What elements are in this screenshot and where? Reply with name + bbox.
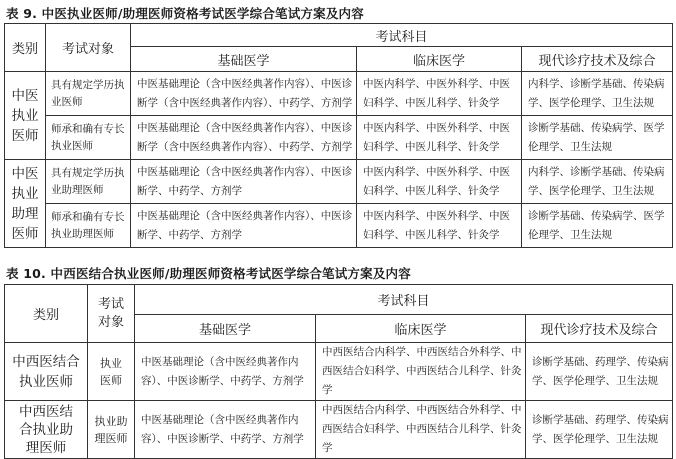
table9-header-category: 类别 [5,24,46,72]
table9-header-modern: 现代诊疗技术及综合 [522,47,673,72]
table10-category-1: 中西医结合 执业医师 [5,343,88,401]
table9-category-1: 中医 执业 医师 [5,72,46,160]
table9 [4,23,673,248]
table9-row-object: 具有规定学历执业助理医师 [46,160,131,204]
table9-row-modern: 内科学、诊断学基础、传染病学、医学伦理学、卫生法规 [522,160,673,204]
table9-header-basic: 基础医学 [131,47,357,72]
table10-header-object: 考试 对象 [88,285,135,343]
table9-caption: 表 9. 中医执业医师/助理医师资格考试医学综合笔试方案及内容 [6,6,364,21]
table10-row-object: 执业助 理医师 [88,401,135,459]
table9-row-modern: 诊断学基础、传染病学、医学伦理学、卫生法规 [522,204,673,248]
table9-row-modern: 内科学、诊断学基础、传染病学、医学伦理学、卫生法规 [522,72,673,116]
table9-row-object: 师承和确有专长执业助理医师 [46,204,131,248]
table9-row-object: 具有规定学历执业医师 [46,72,131,116]
table9-header-subjects: 考试科目 [131,24,673,47]
table9-row-basic: 中医基础理论（含中医经典著作内容）、中医诊断学、中药学、方剂学 [131,204,357,248]
table9-row-clinical: 中医内科学、中医外科学、中医妇科学、中医儿科学、针灸学 [357,116,522,160]
table10-row-basic: 中医基础理论（含中医经典著作内容）、中医诊断学、中药学、方剂学 [135,343,316,401]
table10-row-modern: 诊断学基础、药理学、传染病学、医学伦理学、卫生法规 [526,401,673,459]
table9-row-clinical: 中医内科学、中医外科学、中医妇科学、中医儿科学、针灸学 [357,204,522,248]
table10-header-category: 类别 [5,285,88,343]
table10-caption: 表 10. 中西医结合执业医师/助理医师资格考试医学综合笔试方案及内容 [6,266,411,281]
table10-header-basic: 基础医学 [135,315,316,343]
table10-row-modern: 诊断学基础、药理学、传染病学、医学伦理学、卫生法规 [526,343,673,401]
table9-row-clinical: 中医内科学、中医外科学、中医妇科学、中医儿科学、针灸学 [357,72,522,116]
table10-header-clinical: 临床医学 [316,315,526,343]
table9-row-basic: 中医基础理论（含中医经典著作内容）、中医诊断学、中药学、方剂学 [131,160,357,204]
table10-row-clinical: 中西医结合内科学、中西医结合外科学、中西医结合妇科学、中西医结合儿科学、针灸学 [316,343,526,401]
table9-row-basic: 中医基础理论（含中医经典著作内容）、中医诊断学（含中医经典著作内容）、中药学、方剂学 [131,72,357,116]
table9-header-object: 考试对象 [46,24,131,72]
table10-header-modern: 现代诊疗技术及综合 [526,315,673,343]
table10-header-subjects: 考试科目 [135,285,673,315]
table9-header-clinical: 临床医学 [357,47,522,72]
table10 [4,284,673,459]
table9-row-modern: 诊断学基础、传染病学、医学伦理学、卫生法规 [522,116,673,160]
table9-row-basic: 中医基础理论（含中医经典著作内容）、中医诊断学（含中医经典著作内容）、中药学、方剂学 [131,116,357,160]
table9-row-object: 师承和确有专长执业医师 [46,116,131,160]
table10-row-clinical: 中西医结合内科学、中西医结合外科学、中西医结合妇科学、中西医结合儿科学、针灸学 [316,401,526,459]
table9-row-clinical: 中医内科学、中医外科学、中医妇科学、中医儿科学、针灸学 [357,160,522,204]
table10-row-object: 执业 医师 [88,343,135,401]
table10-category-2: 中西医结 合执业助 理医师 [5,401,88,459]
table9-category-2: 中医 执业 助理 医师 [5,160,46,248]
table10-row-basic: 中医基础理论（含中医经典著作内容）、中医诊断学、中药学、方剂学 [135,401,316,459]
